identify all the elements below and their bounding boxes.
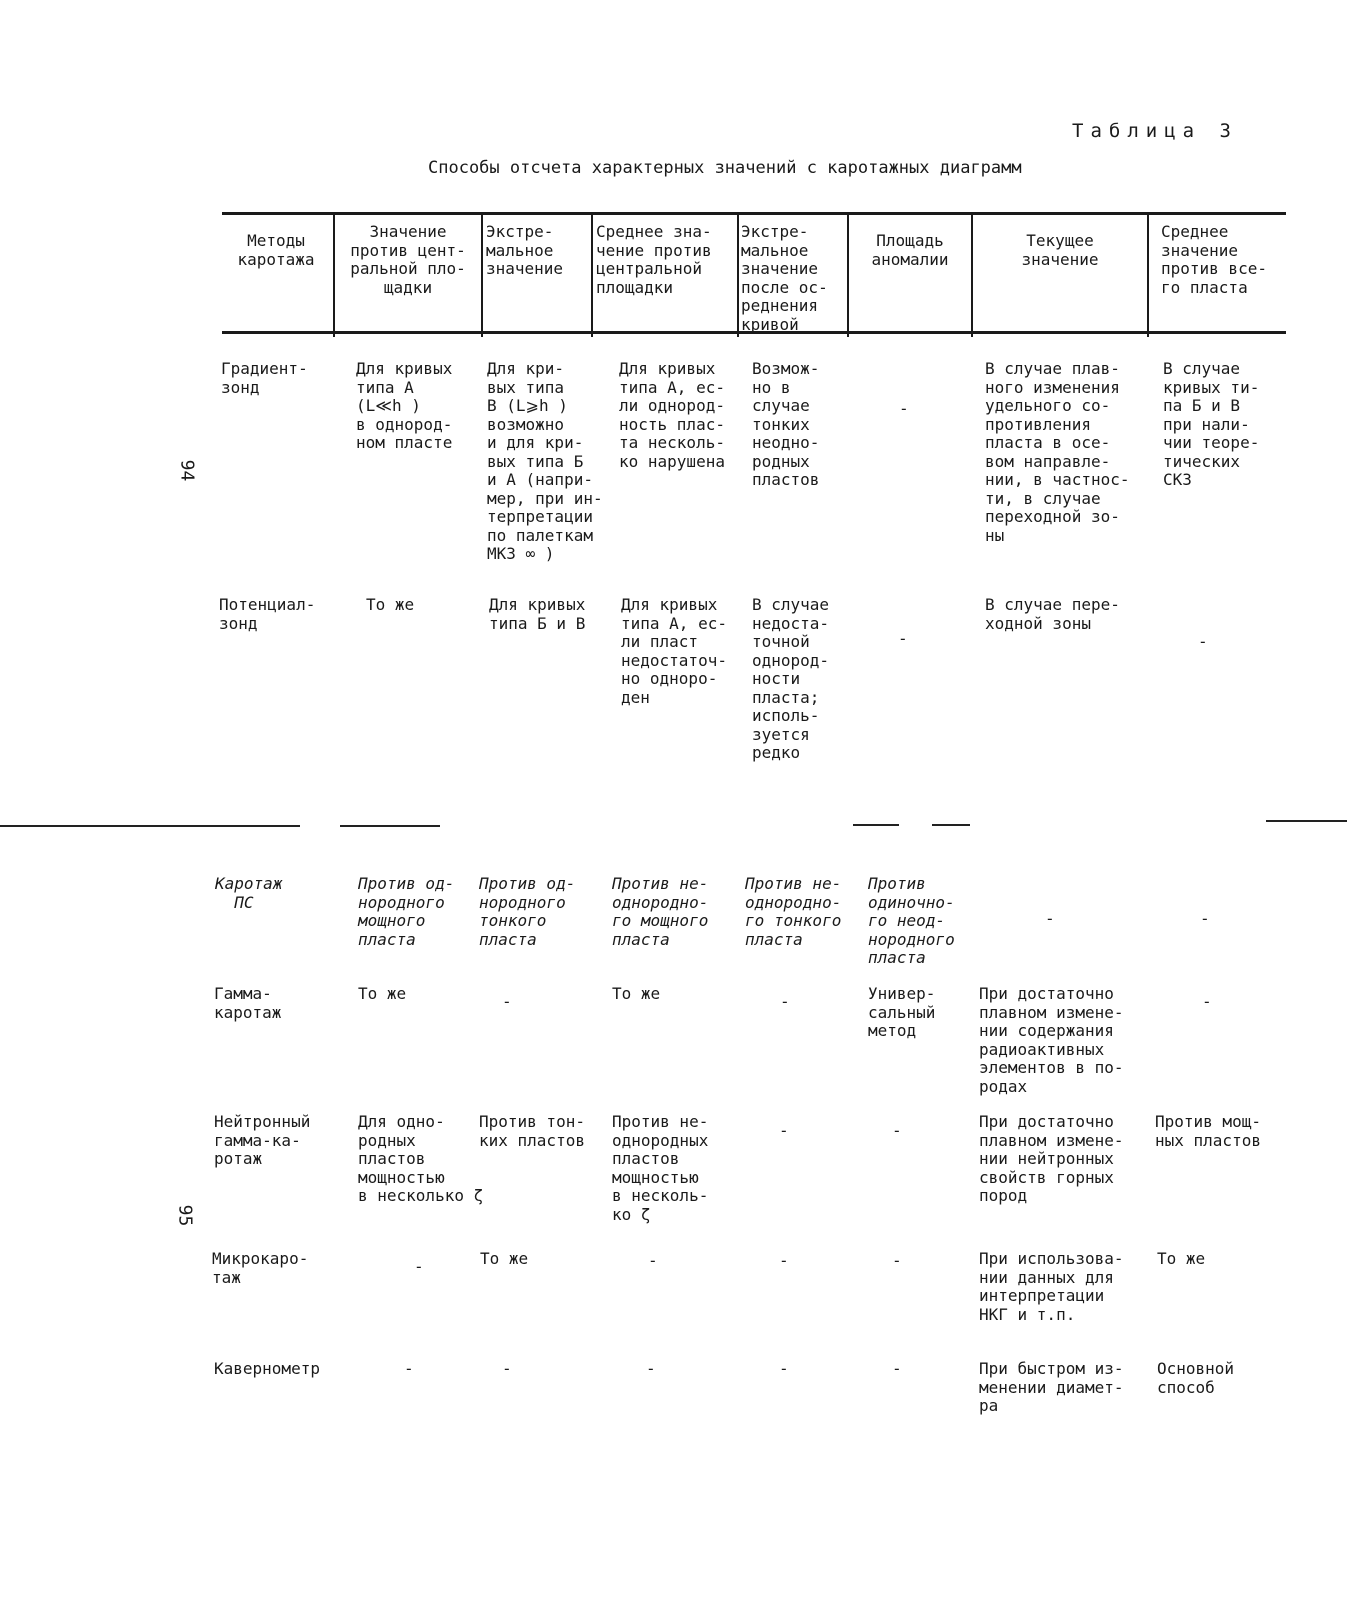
- table-cell: -: [779, 1121, 789, 1140]
- table-cell: -: [1045, 909, 1055, 928]
- table-cell: -: [502, 992, 512, 1011]
- page-break-line: [340, 825, 440, 827]
- table-cell: -: [892, 1121, 902, 1140]
- table-cell: Для кривых типа А, ес- ли пласт недостаточ- но одноро- ден: [621, 595, 727, 707]
- table-cell: -: [1198, 632, 1208, 651]
- table-cell: -: [898, 629, 908, 648]
- table-cell: То же: [1157, 1249, 1206, 1268]
- header-divider: [737, 215, 739, 337]
- row-method-microlog: Микрокаро- таж: [212, 1249, 309, 1287]
- header-cell-anomaly-area: Площадь аномалии: [871, 231, 949, 269]
- table-cell: При достаточно плавном измене- нии нейтронных свойств горных пород: [979, 1112, 1124, 1205]
- page-break-line: [853, 824, 899, 826]
- table-cell: Против не- однородно- го тонкого пласта: [745, 874, 842, 949]
- page-number-94: 94: [176, 459, 198, 482]
- table-cell: Против не- однородных пластов мощностью в несколь- ко ζ: [612, 1112, 709, 1224]
- row-method-caliper: Кавернометр: [214, 1359, 320, 1378]
- page-break-line: [932, 824, 970, 826]
- table-cell: -: [414, 1257, 424, 1276]
- table-label: Таблица 3: [1072, 120, 1238, 142]
- header-top-rule: [222, 212, 1286, 215]
- page-break-line: [1266, 820, 1347, 822]
- table-cell: Против одиночно- го неод- нородного пласта: [868, 874, 955, 967]
- table-cell: -: [780, 992, 790, 1011]
- table-cell: Для одно- родных пластов мощностью в несколько ζ: [358, 1112, 484, 1205]
- header-divider: [591, 215, 593, 337]
- row-method-potential-probe: Потенциал- зонд: [219, 595, 316, 633]
- table-cell: В случае плав- ного изменения удельного со- противления пласта в осе- вом направле- нии, в частнос- ти, в случае переходной зо- ны: [985, 359, 1130, 545]
- table-cell: Против од- нородного мощного пласта: [358, 874, 455, 949]
- table-cell: При быстром из- менении диамет- ра: [979, 1359, 1124, 1415]
- table-cell: То же: [612, 984, 661, 1003]
- table-cell: То же: [480, 1249, 529, 1268]
- header-cell-extreme-value: Экстре- мальное значение: [486, 222, 564, 278]
- table-cell: -: [404, 1359, 414, 1378]
- table-cell: -: [502, 1359, 512, 1378]
- header-divider: [481, 215, 483, 337]
- table-cell: Для кри- вых типа В (L⩾h ) возможно и для кри- вых типа Б и А (напри- мер, при ин- терпретации по палеткам МКЗ ∞ ): [487, 359, 603, 563]
- table-cell: То же: [358, 984, 407, 1003]
- table-cell: Против мощ- ных пластов: [1155, 1112, 1261, 1150]
- table-cell: В случае недоста- точной однород- ности пласта; исполь- зуется редко: [752, 595, 830, 762]
- header-cell-mean-central: Среднее зна- чение против центральной площадки: [596, 222, 712, 297]
- header-cell-mean-whole: Среднее значение против все- го пласта: [1161, 222, 1267, 297]
- row-method-gradient-probe: Градиент- зонд: [221, 359, 308, 397]
- header-cell-current-value: Текущее значение: [1021, 231, 1099, 269]
- table-cell: Против тон- ких пластов: [479, 1112, 585, 1150]
- table-cell: -: [899, 399, 909, 418]
- table-cell: -: [779, 1359, 789, 1378]
- table-cell: Для кривых типа А, ес- ли однород- ность плас- та несколь- ко нарушена: [619, 359, 725, 471]
- row-method-sp-logging: Каротаж ПС: [215, 874, 283, 912]
- table-cell: -: [1200, 909, 1210, 928]
- table-cell: Против не- однородно- го мощного пласта: [612, 874, 709, 949]
- header-cell-extreme-averaged: Экстре- мальное значение после ос- реднения кривой: [741, 222, 828, 334]
- header-cell-central-value: Значение против цент- ральной пло- щадки: [350, 222, 466, 297]
- table-cell: При достаточно плавном измене- нии содержания радиоактивных элементов в по- родах: [979, 984, 1124, 1096]
- table-cell: Основной способ: [1157, 1359, 1235, 1397]
- table-cell: Для кривых типа Б и В: [489, 595, 586, 633]
- table-cell: Универ- сальный метод: [868, 984, 936, 1040]
- table-cell: -: [892, 1359, 902, 1378]
- table-cell: Возмож- но в случае тонких неодно- родных пластов: [752, 359, 820, 489]
- table-title: Способы отсчета характерных значений с каротажных диаграмм: [428, 158, 1022, 178]
- page-break-line: [0, 825, 300, 827]
- row-method-neutron-gamma: Нейтронный гамма-ка- ротаж: [214, 1112, 311, 1168]
- table-cell: При использова- нии данных для интерпретации НКГ и т.п.: [979, 1249, 1124, 1324]
- row-method-gamma-logging: Гамма- каротаж: [214, 984, 282, 1022]
- table-cell: В случае кривых ти- па Б и В при нали- чии теоре- тических СКЗ: [1163, 359, 1260, 489]
- header-cell-method: Методы каротажа: [237, 231, 315, 269]
- table-cell: Для кривых типа А (L≪h ) в однород- ном пласте: [356, 359, 453, 452]
- table-cell: -: [892, 1251, 902, 1270]
- page-number-95: 95: [174, 1204, 196, 1227]
- table-cell: -: [1202, 992, 1212, 1011]
- table-cell: -: [779, 1251, 789, 1270]
- table-cell: Против од- нородного тонкого пласта: [479, 874, 576, 949]
- table-cell: -: [648, 1251, 658, 1270]
- table-cell: В случае пере- ходной зоны: [985, 595, 1120, 633]
- table-cell: -: [646, 1359, 656, 1378]
- table-cell: То же: [366, 595, 415, 614]
- header-divider: [1147, 215, 1149, 337]
